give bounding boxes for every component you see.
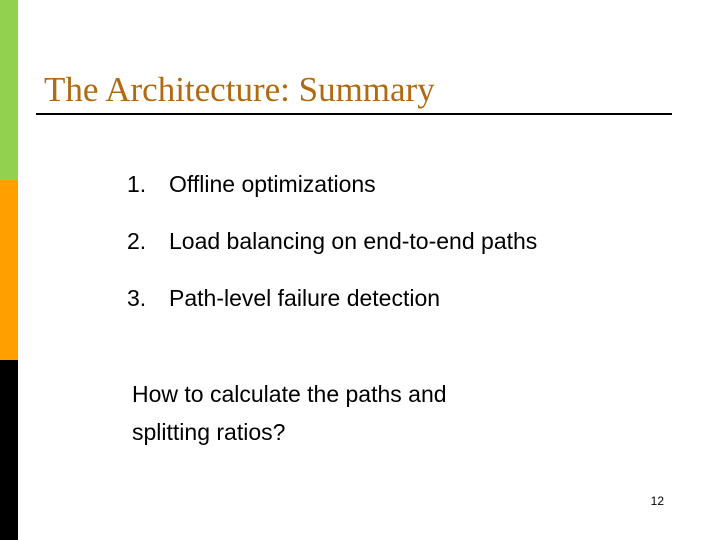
list-item xyxy=(127,225,537,282)
list-item-text: Load balancing on end-to-end paths xyxy=(169,228,538,254)
page-number: 12 xyxy=(650,494,664,508)
list-item-text: Path-level failure detection xyxy=(169,285,441,311)
list-item-number: 1. xyxy=(127,171,147,197)
title-underline xyxy=(36,113,672,115)
list-item-number: 2. xyxy=(127,228,147,254)
question-text xyxy=(132,375,552,451)
question-line-2: splitting ratios? xyxy=(132,419,286,445)
side-bar-green xyxy=(0,0,18,180)
slide-title: The Architecture: Summary xyxy=(44,70,435,109)
side-bar-black xyxy=(0,360,18,540)
list-item-number: 3. xyxy=(127,285,147,311)
question-line-1: How to calculate the paths and xyxy=(132,381,447,407)
list-item-text: Offline optimizations xyxy=(169,171,376,197)
summary-list xyxy=(127,168,537,339)
side-bar-orange xyxy=(0,180,18,360)
list-item xyxy=(127,168,537,225)
list-item xyxy=(127,282,537,339)
